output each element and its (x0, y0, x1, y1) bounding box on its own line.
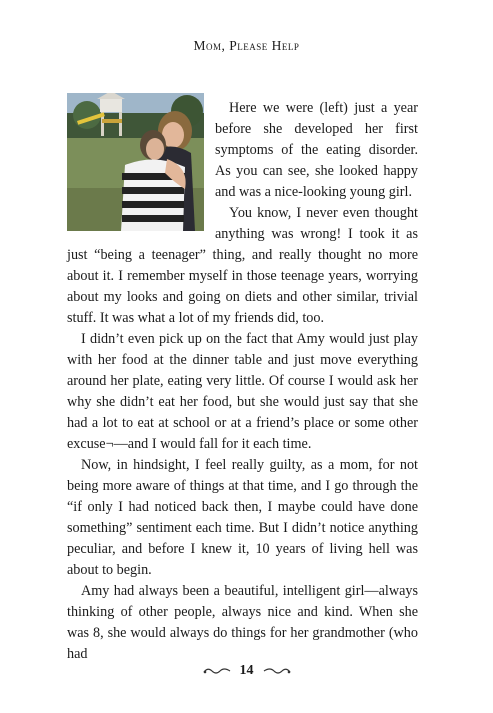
left-ornament-icon (202, 666, 232, 676)
right-ornament-icon (262, 666, 292, 676)
paragraph-5: Amy had always been a beautiful, intelligent girl—always thinking of other people, always nice and kind. When she was 8, she would always do things for her grandmother (who had (67, 583, 418, 662)
page-footer (0, 663, 493, 679)
running-head: Mom, Please Help (193, 38, 300, 53)
paragraph-1: Here we were (left) just a year before she developed her first symptoms of the eating disorder. As you can see, she looked happy and was a nice-looking young girl. (215, 100, 418, 200)
paragraph-3: I didn’t even pick up on the fact that Amy would just play with her food at the dinner table and just move everything around her plate, eating very little. Of course I would ask her why she didn’t eat her food, but she would just say that she had a lot to eat at school or at a friend’s place or some other excuse¬—and I would fall for it each time. (67, 331, 418, 452)
body-text (67, 98, 418, 665)
photo-float-space (67, 98, 215, 230)
page-number: 14 (239, 663, 254, 678)
paragraph-4: Now, in hindsight, I feel really guilty, as a mom, for not being more aware of things at that time, and I go through the “if only I had noticed back then, I maybe could have done something” sentiment each time. But I didn’t notice anything peculiar, and before I knew it, 10 years of living hell was about to begin. (67, 457, 418, 578)
paragraph-2: You know, I never even thought anything was wrong! I took it as just “being a teenager” thing, and really thought no more about it. I remember myself in those teenage years, worrying about my looks and going on diets and other similar, trivial stuff. It was what a lot of my friends did, too. (67, 205, 418, 326)
